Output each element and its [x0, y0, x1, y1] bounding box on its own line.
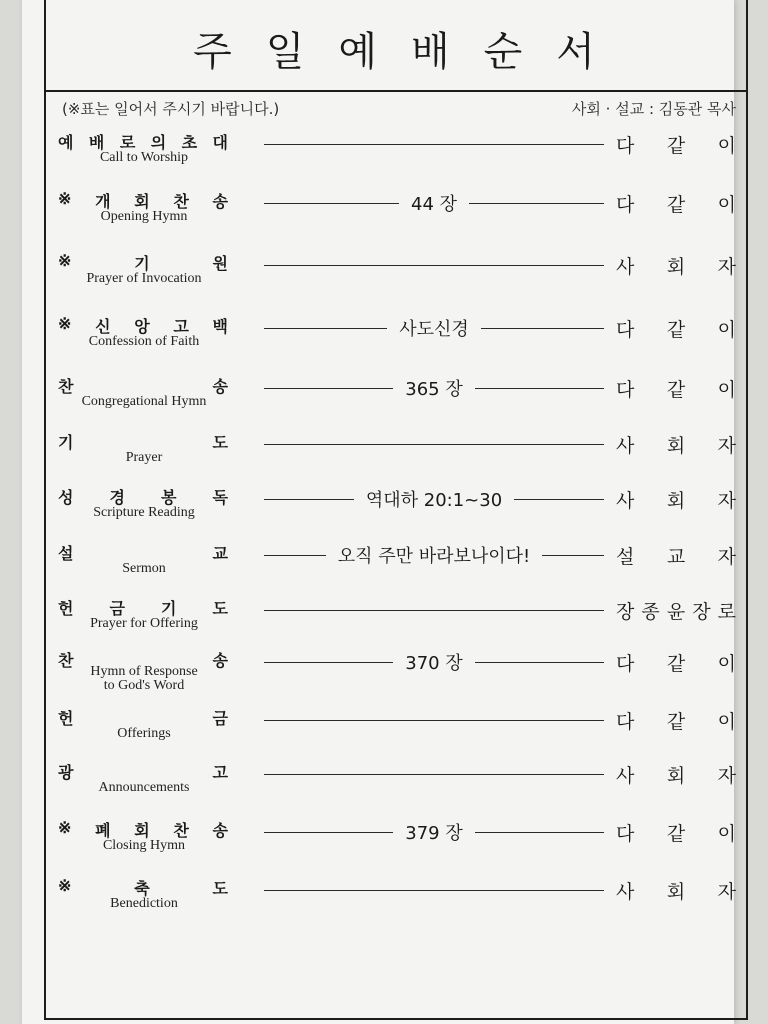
- item-detail: 사도신경: [399, 319, 469, 340]
- item-english-label: Prayer of Invocation: [86, 271, 202, 286]
- item-responsible: 설 교 자: [616, 546, 736, 568]
- item-english-label: Opening Hymn: [100, 209, 188, 224]
- order-item: [46, 706, 746, 760]
- item-responsible: 다 같 이: [616, 653, 736, 675]
- item-english-label: Announcements: [98, 780, 190, 795]
- order-item: [46, 314, 746, 368]
- item-responsible: 다 같 이: [616, 823, 736, 845]
- item-responsible: 다 같 이: [616, 135, 736, 157]
- item-korean-label: 예 배 로 의 초 대: [58, 133, 230, 152]
- item-korean-label: 헌 금: [58, 709, 230, 728]
- item-english-label: Scripture Reading: [93, 505, 195, 520]
- item-responsible: 사 회 자: [616, 881, 736, 903]
- leader-line: [264, 132, 604, 156]
- title-divider: [46, 90, 746, 92]
- order-item: [46, 485, 746, 539]
- item-korean-label: ※ 개 회 찬 송: [58, 189, 230, 211]
- item-korean-label: 설 교: [58, 544, 230, 563]
- order-item: [46, 596, 746, 650]
- item-detail: 379 장: [405, 823, 463, 844]
- bulletin-sheet: [22, 0, 734, 1024]
- page-title: 주일예배순서: [193, 29, 629, 75]
- item-responsible: 사 회 자: [616, 256, 736, 278]
- item-english-label: Congregational Hymn: [81, 394, 207, 409]
- item-korean-label: ※ 폐 회 찬 송: [58, 818, 230, 840]
- item-english-label: Prayer for Offering: [90, 616, 198, 631]
- leader-line: [264, 316, 604, 340]
- leader-line: [264, 820, 604, 844]
- item-responsible: 다 같 이: [616, 379, 736, 401]
- leader-line: [264, 191, 604, 215]
- item-responsible: 다 같 이: [616, 319, 736, 341]
- item-responsible: 사 회 자: [616, 765, 736, 787]
- leader-line: [264, 708, 604, 732]
- item-korean-label: ※ 기 원: [58, 251, 230, 273]
- item-english-label: Offerings: [117, 726, 171, 741]
- order-item: [46, 430, 746, 484]
- order-item: [46, 374, 746, 428]
- item-korean-label: 찬 송: [58, 651, 230, 670]
- item-korean-label: 광 고: [58, 763, 230, 782]
- item-korean-label: 헌 금 기 도: [58, 599, 230, 618]
- order-item: [46, 541, 746, 595]
- item-korean-label: 성 경 봉 독: [58, 488, 230, 507]
- item-responsible: 다 같 이: [616, 194, 736, 216]
- item-responsible: 사 회 자: [616, 490, 736, 512]
- order-item: [46, 189, 746, 243]
- leader-line: [264, 878, 604, 902]
- item-english-label: Hymn of Response to God's Word: [90, 664, 198, 693]
- item-korean-label: ※ 신 앙 고 백: [58, 314, 230, 336]
- item-english-label: Closing Hymn: [102, 838, 186, 853]
- item-korean-label: 기 도: [58, 433, 230, 452]
- leader-line: [264, 762, 604, 786]
- leader-line: [264, 598, 604, 622]
- item-english-label: Call to Worship: [99, 150, 189, 165]
- order-item: [46, 648, 746, 702]
- item-english-label: Sermon: [122, 561, 166, 576]
- leader-line: [264, 432, 604, 456]
- order-item: [46, 130, 746, 184]
- item-detail: 44 장: [411, 194, 458, 215]
- order-item: [46, 251, 746, 305]
- item-responsible: 다 같 이: [616, 711, 736, 733]
- item-responsible: 사 회 자: [616, 435, 736, 457]
- item-detail: 역대하 20:1~30: [365, 490, 503, 511]
- bulletin-frame: [44, 0, 748, 1020]
- item-korean-label: 찬 송: [58, 377, 230, 396]
- item-english-label: Benediction: [110, 896, 178, 911]
- item-english-label: Confession of Faith: [88, 334, 200, 349]
- leader-line: [264, 487, 604, 511]
- leader-line: [264, 376, 604, 400]
- order-item: [46, 876, 746, 930]
- item-detail: 370 장: [405, 653, 463, 674]
- leader-line: [264, 253, 604, 277]
- item-detail: 365 장: [405, 379, 463, 400]
- item-english-label: Prayer: [125, 450, 163, 465]
- leader-line: [264, 650, 604, 674]
- item-detail: 오직 주만 바라보나이다!: [337, 546, 531, 567]
- standing-note: (※표는 일어서 주시기 바랍니다.): [62, 100, 280, 118]
- leader-line: [264, 543, 604, 567]
- item-korean-label: ※ 축 도: [58, 876, 230, 898]
- order-item: [46, 818, 746, 872]
- item-responsible: 장 종 윤 장 로: [616, 601, 736, 623]
- order-item: [46, 760, 746, 814]
- officiant-info: 사회 · 설교 : 김동관 목사: [571, 100, 736, 118]
